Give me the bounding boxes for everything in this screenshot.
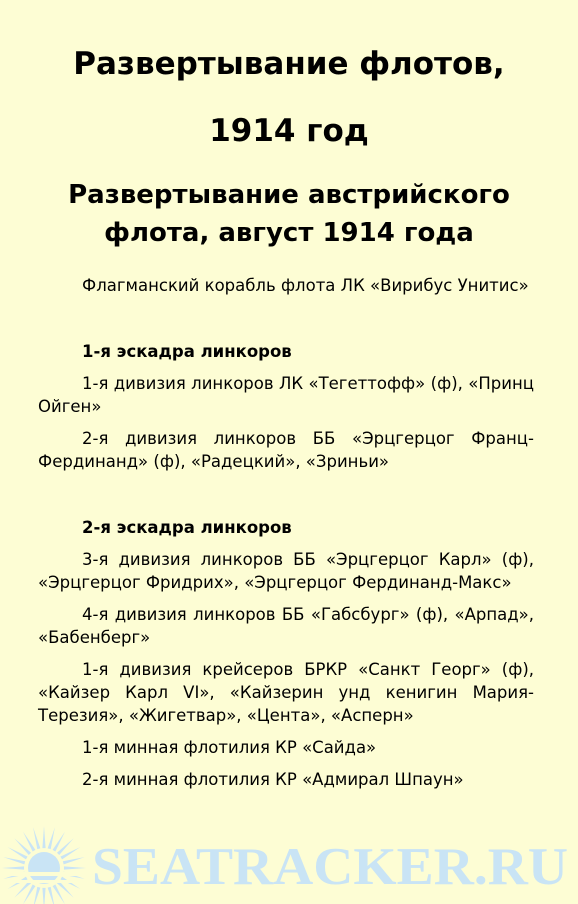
subtitle-line-1: Развертывание австрийского bbox=[68, 180, 510, 210]
document-body bbox=[38, 274, 534, 800]
subtitle-line-2: флота, август 1914 года bbox=[104, 218, 474, 248]
paragraph-1-2: 2-я дивизия линкоров ББ «Эрцгерцог Франц-Фердинанд» (ф), «Радецкий», «Зриньи» bbox=[38, 429, 534, 471]
section-heading-1: 1-я эскадра линкоров bbox=[82, 342, 292, 361]
sun-ray bbox=[42, 826, 45, 848]
sun-ray bbox=[64, 866, 86, 869]
sun-rays-icon bbox=[0, 826, 96, 904]
sun-ray bbox=[48, 887, 55, 904]
paragraph-1-1: 1-я дивизия линкоров ЛК «Тегеттофф» (ф), «Принц Ойген» bbox=[38, 374, 534, 416]
sun-ray bbox=[33, 887, 40, 904]
flagship-line: Флагманский корабль флота ЛК «Вирибус Унитис» bbox=[82, 276, 529, 295]
section-heading-2: 2-я эскадра линкоров bbox=[82, 518, 292, 537]
sun-ray bbox=[2, 866, 24, 869]
page-title-line-1: Развертывание флотов, bbox=[73, 46, 505, 82]
paragraph-2-4: 1-я минная флотилия КР «Сайда» bbox=[82, 738, 377, 757]
sun-ray bbox=[63, 857, 85, 864]
watermark-svg bbox=[0, 806, 578, 904]
subtitle bbox=[0, 176, 578, 252]
page-title-line-2: 1914 год bbox=[209, 113, 369, 149]
watermark-text: SEATRACKER.RU bbox=[92, 838, 568, 896]
sun-ray bbox=[48, 827, 55, 849]
paragraph-2-2: 4-я дивизия линкоров ББ «Габсбург» (ф), «Арпад», «Бабенберг» bbox=[38, 605, 534, 647]
sun-ray bbox=[3, 857, 25, 864]
paragraph-2-3: 1-я дивизия крейсеров БРКР «Санкт Георг» (ф), «Кайзер Карл VI», «Кайзерин унд кенигин Мария-Терезия», «Жигетвар», «Цента», «Асперн» bbox=[38, 660, 534, 725]
sun-ray bbox=[42, 888, 45, 904]
sun-ray bbox=[33, 827, 40, 849]
paragraph-2-1: 3-я дивизия линкоров ББ «Эрцгерцог Карл» (ф), «Эрцгерцог Фридрих», «Эрцгерцог Фердинанд-Макс» bbox=[38, 550, 534, 592]
paragraph-2-5: 2-я минная флотилия КР «Адмирал Шпаун» bbox=[82, 770, 464, 789]
watermark-logo bbox=[0, 806, 578, 904]
